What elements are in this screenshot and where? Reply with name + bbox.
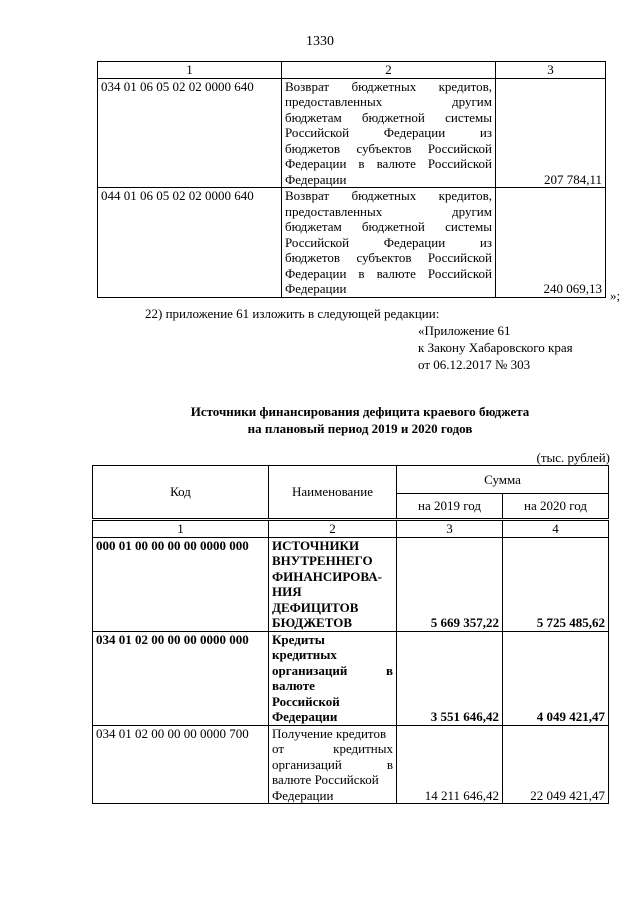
table-row xyxy=(93,631,609,725)
name-line: предоставленных другим xyxy=(285,94,492,109)
row-code: 034 01 02 00 00 00 0000 700 xyxy=(93,725,269,804)
name-line: БЮДЖЕТОВ xyxy=(272,615,353,630)
table-row xyxy=(93,537,609,631)
name-line: организаций в xyxy=(272,662,393,678)
row-value-2020: 5 725 485,62 xyxy=(503,537,609,631)
row-code: 034 01 02 00 00 00 0000 000 xyxy=(93,631,269,725)
row-value-2019: 14 211 646,42 xyxy=(397,725,503,804)
amendment-paragraph: 22) приложение 61 изложить в следующей редакции: xyxy=(145,306,440,321)
name-line: бюджетов субъектов Российской xyxy=(285,250,492,265)
continuation-table xyxy=(97,61,606,298)
row-name xyxy=(282,78,496,188)
name-line: бюджетам бюджетной системы xyxy=(285,109,492,125)
name-line: ИСТОЧНИКИ xyxy=(272,537,360,553)
col-number-4: 4 xyxy=(503,520,609,538)
name-line: Российской Федерации из xyxy=(285,125,492,140)
col-number-1: 1 xyxy=(98,62,282,79)
header-name: Наименование xyxy=(269,466,397,520)
name-line: Федерации xyxy=(272,787,334,803)
title-line: на плановый период 2019 и 2020 годов xyxy=(247,421,473,436)
row-amount: 207 784,11 xyxy=(496,78,606,188)
row-code: 034 01 06 05 02 02 0000 640 xyxy=(98,78,282,188)
name-line: Федерации в валюте Российской xyxy=(285,156,492,171)
table-row xyxy=(93,725,609,804)
row-name xyxy=(282,188,496,298)
header-code: Код xyxy=(93,466,269,520)
table-header-row xyxy=(93,466,609,494)
name-line: от кредитных xyxy=(272,741,393,756)
name-line: Федерации xyxy=(272,709,338,724)
name-line: Федерации в валюте Российской xyxy=(285,265,492,281)
table-number-row xyxy=(93,520,609,538)
name-line: валюте Российской xyxy=(272,772,379,787)
appendix-line: «Приложение 61 xyxy=(418,323,511,338)
document-title xyxy=(0,403,640,437)
appendix-line: от 06.12.2017 № 303 xyxy=(418,357,531,372)
name-line: бюджетам бюджетной системы xyxy=(285,219,492,234)
name-line: Возврат бюджетных кредитов, xyxy=(285,78,492,94)
name-line: НИЯ xyxy=(272,584,302,599)
name-line: организаций в xyxy=(272,756,393,772)
col-number-2: 2 xyxy=(269,520,397,538)
row-code: 044 01 06 05 02 02 0000 640 xyxy=(98,188,282,298)
row-amount: 240 069,13 xyxy=(496,188,606,298)
row-name xyxy=(269,725,397,804)
header-sum: Сумма xyxy=(397,466,609,494)
name-line: кредитных xyxy=(272,647,337,662)
name-line: ДЕФИЦИТОВ xyxy=(272,599,359,615)
financing-sources-table xyxy=(92,465,609,804)
appendix-reference xyxy=(418,322,573,373)
col-number-1: 1 xyxy=(93,520,269,538)
header-year-2020: на 2020 год xyxy=(503,494,609,520)
name-line: бюджетов субъектов Российской xyxy=(285,140,492,156)
name-line: Федерации xyxy=(285,281,347,296)
col-number-2: 2 xyxy=(282,62,496,79)
name-line: Федерации xyxy=(285,171,347,187)
row-value-2019: 5 669 357,22 xyxy=(397,537,503,631)
row-value-2020: 4 049 421,47 xyxy=(503,631,609,725)
title-line: Источники финансирования дефицита краевого бюджета xyxy=(190,404,530,419)
row-value-2019: 3 551 646,42 xyxy=(397,631,503,725)
name-line: предоставленных другим xyxy=(285,203,492,219)
name-line: Российской xyxy=(272,693,340,709)
page-number: 1330 xyxy=(306,34,334,49)
row-name xyxy=(269,631,397,725)
name-line: Кредиты xyxy=(272,631,325,647)
col-number-3: 3 xyxy=(397,520,503,538)
table-header-row xyxy=(98,62,606,79)
table-row xyxy=(98,78,606,188)
name-line: Возврат бюджетных кредитов, xyxy=(285,188,492,203)
units-label: (тыс. рублей) xyxy=(536,450,610,465)
name-line: Получение кредитов xyxy=(272,725,387,741)
row-name xyxy=(269,537,397,631)
name-line: ВНУТРЕННЕГО xyxy=(272,553,373,568)
appendix-line: к Закону Хабаровского края xyxy=(418,340,573,355)
col-number-3: 3 xyxy=(496,62,606,79)
row-code: 000 01 00 00 00 00 0000 000 xyxy=(93,537,269,631)
row-value-2020: 22 049 421,47 xyxy=(503,725,609,804)
table-row xyxy=(98,188,606,298)
closing-quote: »; xyxy=(610,288,621,303)
name-line: ФИНАНСИРОВА- xyxy=(272,568,382,584)
header-year-2019: на 2019 год xyxy=(397,494,503,520)
name-line: Российской Федерации из xyxy=(285,234,492,250)
name-line: валюте xyxy=(272,678,315,693)
